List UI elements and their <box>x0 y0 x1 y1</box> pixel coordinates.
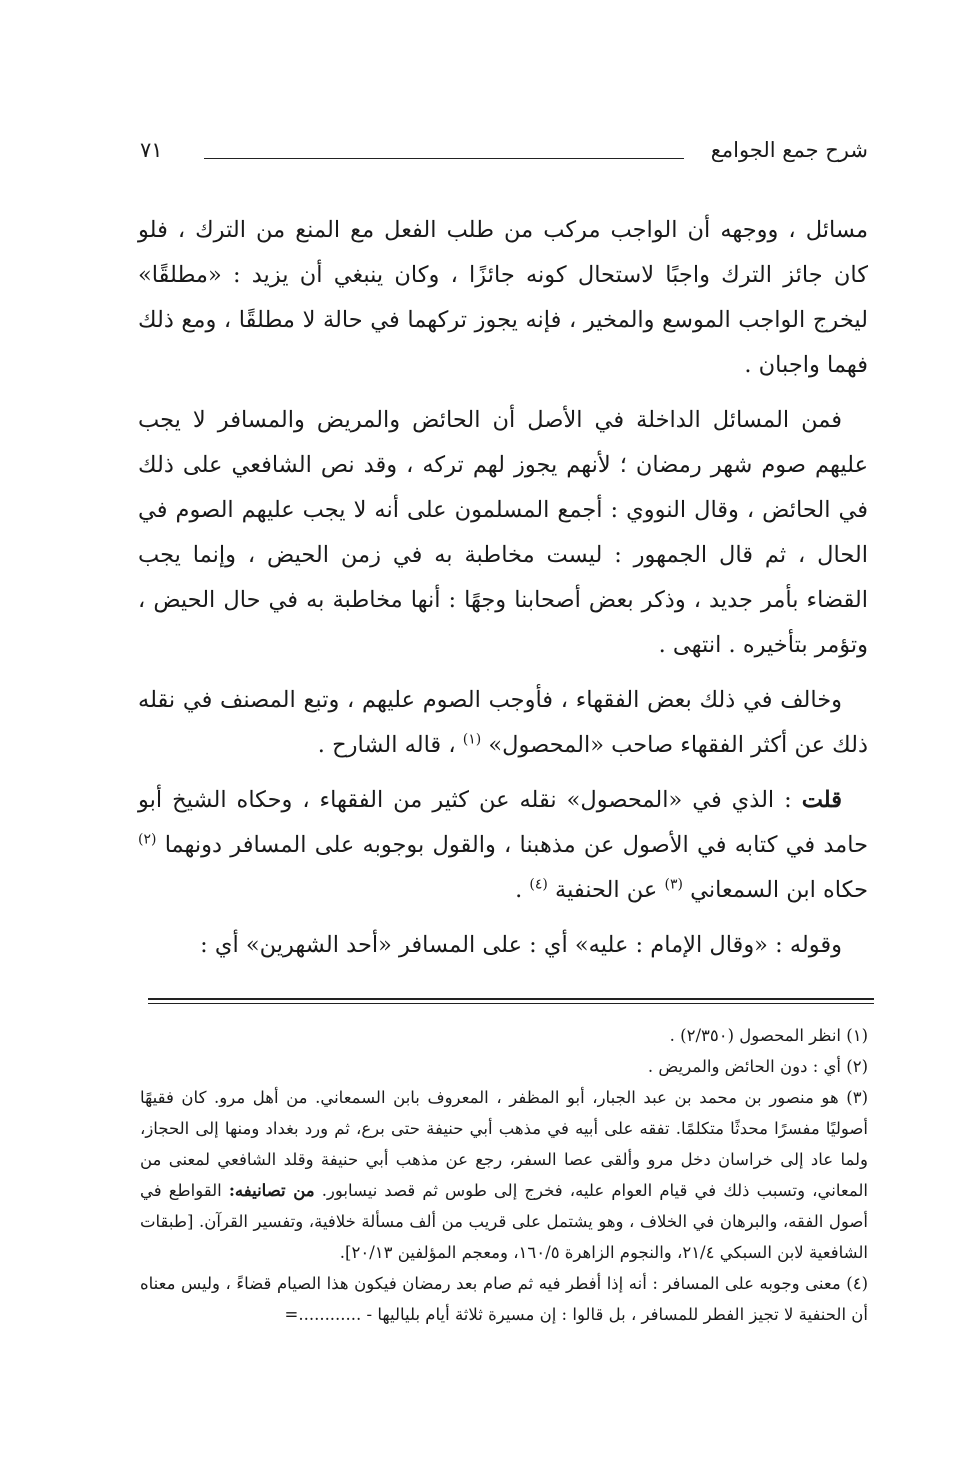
paragraph-2: فمن المسائل الداخلة في الأصل أن الحائض والمريض والمسافر لا يجب عليهم صوم شهر رمضان ؛ لأنهم يجوز لهم تركه ، وقد نص الشافعي على ذلك في الحائض ، وقال النووي : أجمع المسلمون على أنه لا يجب عليهم الصوم في الحال ، ثم قال الجمهور : ليست مخاطبة به في زمن الحيض ، وإنما يجب القضاء بأمر جديد ، وذكر بعض أصحابنا وجهًا : أنها مخاطبة به في حال الحيض ، وتؤمر بتأخيره . انتهى . <box>138 407 868 658</box>
paragraph-4-text-c: عن الحنفية <box>555 877 658 903</box>
footnote-ref-4: (٤) <box>529 876 548 893</box>
paragraph-4 <box>138 778 868 913</box>
footnote-2: (٢) أي : دون الحائض والمريض . <box>647 1057 868 1076</box>
main-text <box>138 208 868 978</box>
paragraph-4-lead: قلت <box>801 787 843 813</box>
footnote-4: (٤) معنى وجوبه على المسافر : أنه إذا أفطر فيه ثم صام بعد رمضان فيكون هذا الصيام قضاءً ، وليس معناه أن الحنفية لا تجيز الفطر للمسافر ، بل قالوا : إن مسيرة ثلاثة أيام بلياليها - ............= <box>140 1274 868 1324</box>
paragraph-5: وقوله : «وقال الإمام : عليه» أي : على المسافر «أحد الشهرين» أي : <box>200 932 842 958</box>
header-title: شرح جمع الجوامع <box>710 138 868 162</box>
page-number: ٧١ <box>140 138 163 162</box>
paragraph-4-text-b: حكاه ابن السمعاني <box>690 877 868 903</box>
footnote-ref-1: (١) <box>462 731 482 748</box>
paragraph-1: مسائل ، ووجهه أن الواجب مركب من طلب الفعل مع المنع من الترك ، فلو كان جائز الترك واجبًا لاستحال كونه جائزًا ، وكان ينبغي أن يزيد : «مطلقًا» ليخرج الواجب الموسع والمخير ، فإنه يجوز تركهما في حالة لا مطلقًا ، ومع ذلك فهما واجبان . <box>138 217 868 378</box>
footnote-1: (١) انظر المحصول (٢/٣٥٠) . <box>669 1026 868 1045</box>
header-rule <box>204 158 684 159</box>
footnote-3-text-a: (٣) هو منصور بن محمد بن عبد الجبار، أبو المظفر ، المعروف بابن السمعاني. من أهل مرو. كان فقيهًا أصوليًا مفسرًا محدثًا متكلمًا. تفقه على أبيه في مذهب أبي حنيفة حتى برع، ثم ورد بغداد ومنها إلى الحجاز، ولما عاد إلى خراسان دخل مرو وألقى عصا السفر، رجع عن مذهب أبي حنيفة وقلد الشافعي لمعنى من المعاني، وتسبب ذلك في قيام العوام عليه، فخرج إلى طوس ثم قصد نيسابور. <box>140 1088 868 1200</box>
paragraph-4-text-a: : الذي في «المحصول» نقله عن كثير من الفقهاء ، وحكاه الشيخ أبو حامد في كتابه في الأصول عن مذهبنا ، والقول بوجوبه على المسافر دونهما <box>138 787 868 858</box>
paragraph-4-text-d: . <box>515 877 523 903</box>
footnote-3-lead: من تصانيفه: <box>228 1181 315 1200</box>
paragraph-3-text-a: وخالف في ذلك بعض الفقهاء ، فأوجب الصوم عليهم ، وتبع المصنف في نقله ذلك عن أكثر الفقهاء صاحب «المحصول» <box>138 687 868 758</box>
footnote-separator <box>148 998 874 1004</box>
footnote-3-text-b: القواطع في أصول الفقه، والبرهان في الخلاف ، وهو يشتمل على قريب من ألف مسألة خلافية، وتفسير القرآن. [طبقات الشافعية لابن السبكي ٢١/٤، والنجوم الزاهرة ١٦٠/٥، ومعجم المؤلفين ٢٠/١٣]. <box>140 1181 868 1262</box>
footnote-ref-3: (٣) <box>664 876 683 893</box>
footnotes <box>140 1020 868 1330</box>
running-header <box>140 138 868 178</box>
paragraph-3-text-b: ، قاله الشارح . <box>317 732 456 758</box>
footnote-3 <box>140 1082 868 1268</box>
footnote-ref-2: (٢) <box>138 831 157 848</box>
paragraph-3 <box>138 678 868 768</box>
